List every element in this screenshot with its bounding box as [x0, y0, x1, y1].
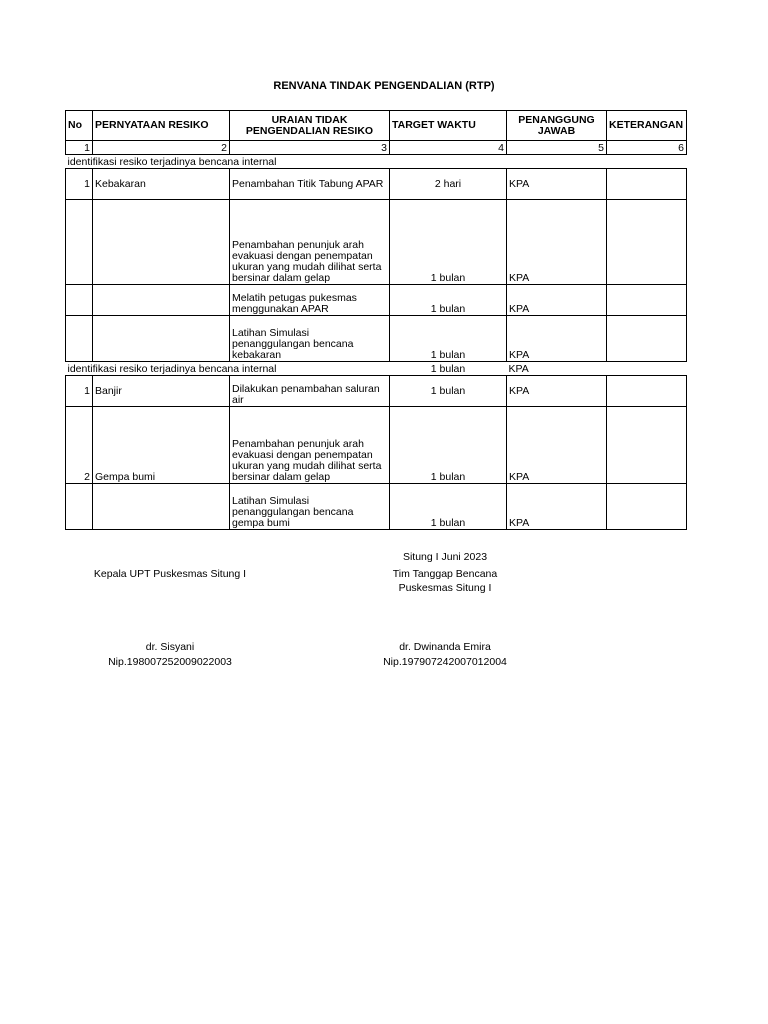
table-row [66, 376, 687, 407]
row-no: 1 [66, 376, 93, 407]
row-risk: Gempa bumi [93, 407, 230, 484]
row-no [66, 484, 93, 530]
section-label: identifikasi resiko terjadinya bencana internal [67, 363, 277, 375]
left-signatory-name: dr. Sisyani [145, 641, 195, 653]
table-row [66, 484, 687, 530]
row-risk [93, 484, 230, 530]
row-time: 1 bulan [390, 200, 507, 285]
right-signatory-title-2: Puskesmas Situng I [398, 582, 492, 594]
row-note [607, 484, 687, 530]
section-pj: KPA [508, 363, 529, 375]
right-signatory-title-1: Tim Tanggap Bencana [392, 568, 498, 580]
col-number: 4 [390, 141, 507, 155]
table-row [66, 285, 687, 316]
document-title: RENVANA TINDAK PENGENDALIAN (RTP) [273, 80, 495, 92]
header-penanggung: PENANGGUNG JAWAB [507, 111, 607, 141]
row-pj: KPA [507, 200, 607, 285]
row-pj: KPA [507, 376, 607, 407]
row-time: 1 bulan [390, 285, 507, 316]
row-time: 1 bulan [390, 407, 507, 484]
header-target: TARGET WAKTU [390, 111, 507, 141]
row-note [607, 200, 687, 285]
row-risk [93, 200, 230, 285]
row-note [607, 285, 687, 316]
row-action: Melatih petugas pukesmas menggunakan APAR [230, 285, 390, 316]
place-date: Situng I Juni 2023 [402, 551, 488, 563]
col-number: 5 [507, 141, 607, 155]
header-keterangan: KETERANGAN [607, 111, 687, 141]
row-pj: KPA [507, 316, 607, 362]
left-signatory-nip: Nip.198007252009022003 [108, 656, 232, 668]
row-risk: Banjir [93, 376, 230, 407]
row-time: 1 bulan [390, 376, 507, 407]
row-risk [93, 285, 230, 316]
row-time: 2 hari [390, 169, 507, 200]
row-time: 1 bulan [390, 484, 507, 530]
row-risk [93, 316, 230, 362]
header-no: No [66, 111, 93, 141]
section-time: 1 bulan [430, 363, 466, 375]
section-label: identifikasi resiko terjadinya bencana internal [67, 156, 277, 168]
row-no [66, 285, 93, 316]
col-number: 6 [607, 141, 687, 155]
section-empty [607, 362, 687, 376]
row-action: Penambahan penunjuk arah evakuasi dengan penempatan ukuran yang mudah dilihat serta bersinar dalam gelap [230, 200, 390, 285]
col-number: 2 [93, 141, 230, 155]
row-action: Latihan Simulasi penanggulangan bencana kebakaran [230, 316, 390, 362]
row-action: Penambahan penunjuk arah evakuasi dengan penempatan ukuran yang mudah dilihat serta bersinar dalam gelap [230, 407, 390, 484]
table-row [66, 200, 687, 285]
row-note [607, 169, 687, 200]
row-no: 2 [66, 407, 93, 484]
row-action: Latihan Simulasi penanggulangan bencana gempa bumi [230, 484, 390, 530]
col-number: 1 [66, 141, 93, 155]
row-time: 1 bulan [390, 316, 507, 362]
row-note [607, 316, 687, 362]
header-pernyataan: PERNYATAAN RESIKO [93, 111, 230, 141]
row-no: 1 [66, 169, 93, 200]
row-action: Dilakukan penambahan saluran air [230, 376, 390, 407]
column-number-row [66, 141, 687, 155]
col-number: 3 [230, 141, 390, 155]
row-pj: KPA [507, 407, 607, 484]
row-no [66, 200, 93, 285]
left-signatory-title: Kepala UPT Puskesmas Situng I [93, 568, 247, 580]
row-pj: KPA [507, 169, 607, 200]
row-risk: Kebakaran [93, 169, 230, 200]
row-note [607, 376, 687, 407]
section-2-label-row [66, 362, 687, 376]
right-signatory-nip: Nip.197907242007012004 [383, 656, 507, 668]
row-note [607, 407, 687, 484]
row-pj: KPA [507, 484, 607, 530]
table-row [66, 169, 687, 200]
header-uraian: URAIAN TIDAK PENGENDALIAN RESIKO [230, 111, 390, 141]
table-row [66, 407, 687, 484]
row-pj: KPA [507, 285, 607, 316]
rtp-table [65, 110, 687, 530]
table-row [66, 316, 687, 362]
header-row [66, 111, 687, 141]
right-signatory-name: dr. Dwinanda Emira [399, 641, 491, 653]
row-no [66, 316, 93, 362]
section-1-label-row [66, 155, 687, 169]
row-action: Penambahan Titik Tabung APAR [230, 169, 390, 200]
